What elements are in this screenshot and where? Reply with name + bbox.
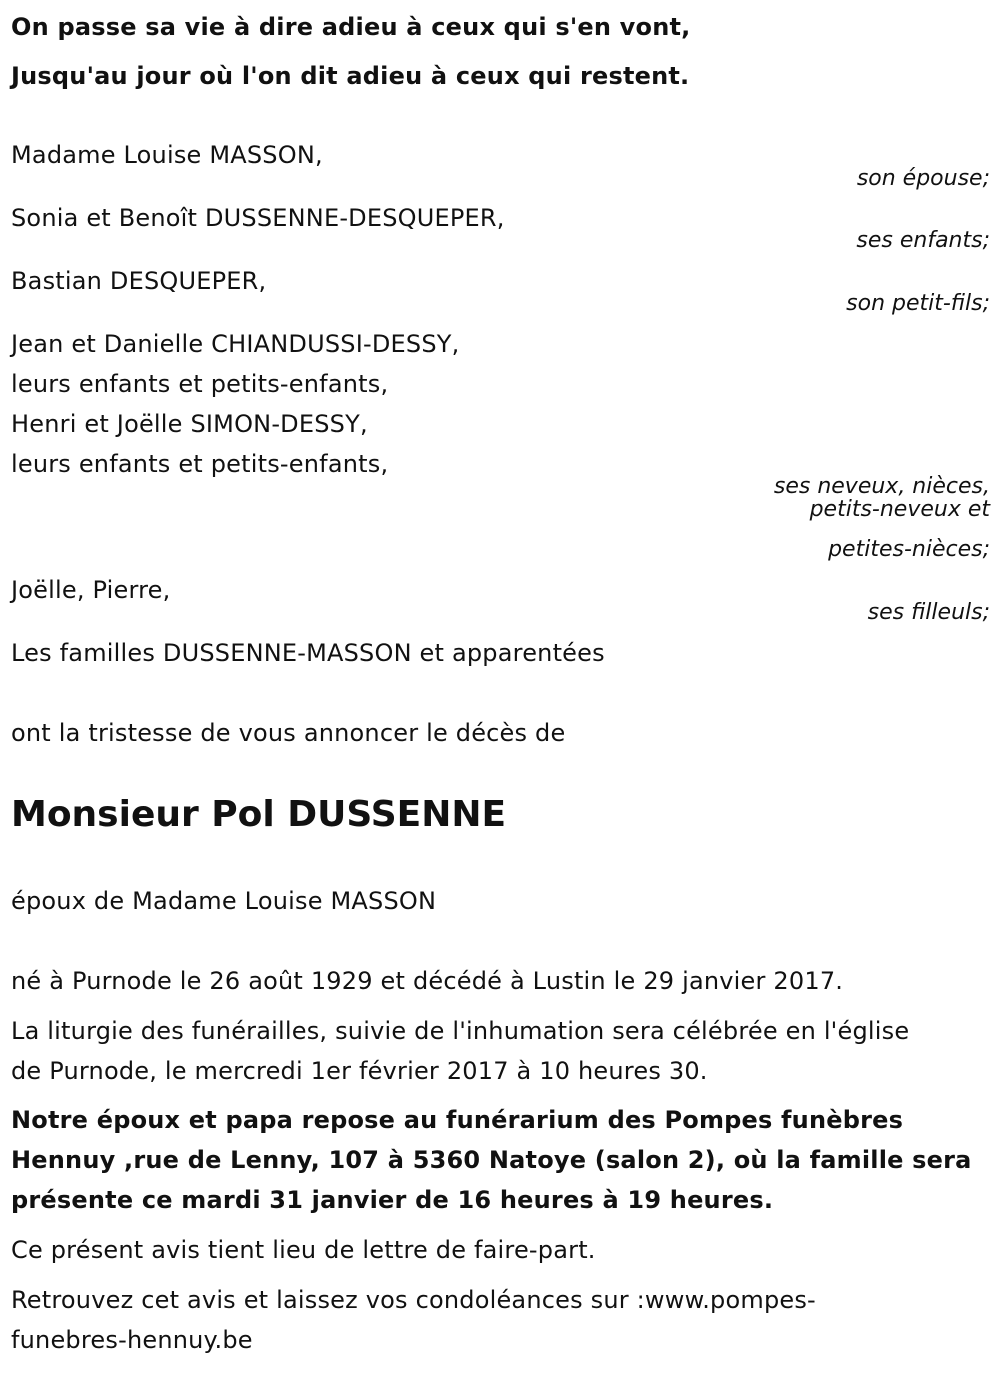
extended-families: Les familles DUSSENNE-MASSON et apparentées [11,639,605,667]
nephews-line-3: Henri et Joëlle SIMON-DESSY, [11,410,368,438]
funeral-home-line-3: présente ce mardi 31 janvier de 16 heures à 19 heures. [11,1186,774,1214]
website-line-2: funebres-hennuy.be [11,1326,253,1354]
epigraph-line-2: Jusqu'au jour où l'on dit adieu à ceux qui restent. [11,62,690,90]
birth-death: né à Purnode le 26 août 1929 et décédé à Lustin le 29 janvier 2017. [11,967,844,995]
nephews-line-1: Jean et Danielle CHIANDUSSI-DESSY, [11,330,460,358]
nephews-role-line-1: ses neveux, nièces, [773,474,990,499]
notice: Ce présent avis tient lieu de lettre de faire-part. [11,1236,596,1264]
liturgy-line-2: de Purnode, le mercredi 1er février 2017 à 10 heures 30. [11,1057,708,1085]
deceased-name: Monsieur Pol DUSSENNE [11,794,507,835]
epigraph-line-1: On passe sa vie à dire adieu à ceux qui s'en vont, [11,13,691,41]
godchildren-name: Joëlle, Pierre, [11,576,171,604]
godchildren-role: ses filleuls; [867,600,990,625]
nephews-line-4: leurs enfants et petits-enfants, [11,450,389,478]
spouse-of: époux de Madame Louise MASSON [11,887,437,915]
children-role: ses enfants; [856,228,990,253]
nephews-line-2: leurs enfants et petits-enfants, [11,370,389,398]
grandson-name: Bastian DESQUEPER, [11,267,267,295]
liturgy-line-1: La liturgie des funérailles, suivie de l'inhumation sera célébrée en l'église [11,1017,910,1045]
spouse-name: Madame Louise MASSON, [11,141,323,169]
children-name: Sonia et Benoît DUSSENNE-DESQUEPER, [11,204,505,232]
website-line-1: Retrouvez cet avis et laissez vos condoléances sur :www.pompes- [11,1286,816,1314]
grandson-role: son petit-fils; [846,291,990,316]
nephews-role-line-2: petits-neveux et [809,497,990,522]
spouse-role: son épouse; [856,166,990,191]
nephews-role-line-3: petites-nièces; [828,537,990,562]
funeral-home-line-2: Hennuy ,rue de Lenny, 107 à 5360 Natoye (salon 2), où la famille sera [11,1146,972,1174]
announcement: ont la tristesse de vous annoncer le décès de [11,719,566,747]
funeral-home-line-1: Notre époux et papa repose au funérarium des Pompes funèbres [11,1106,904,1134]
